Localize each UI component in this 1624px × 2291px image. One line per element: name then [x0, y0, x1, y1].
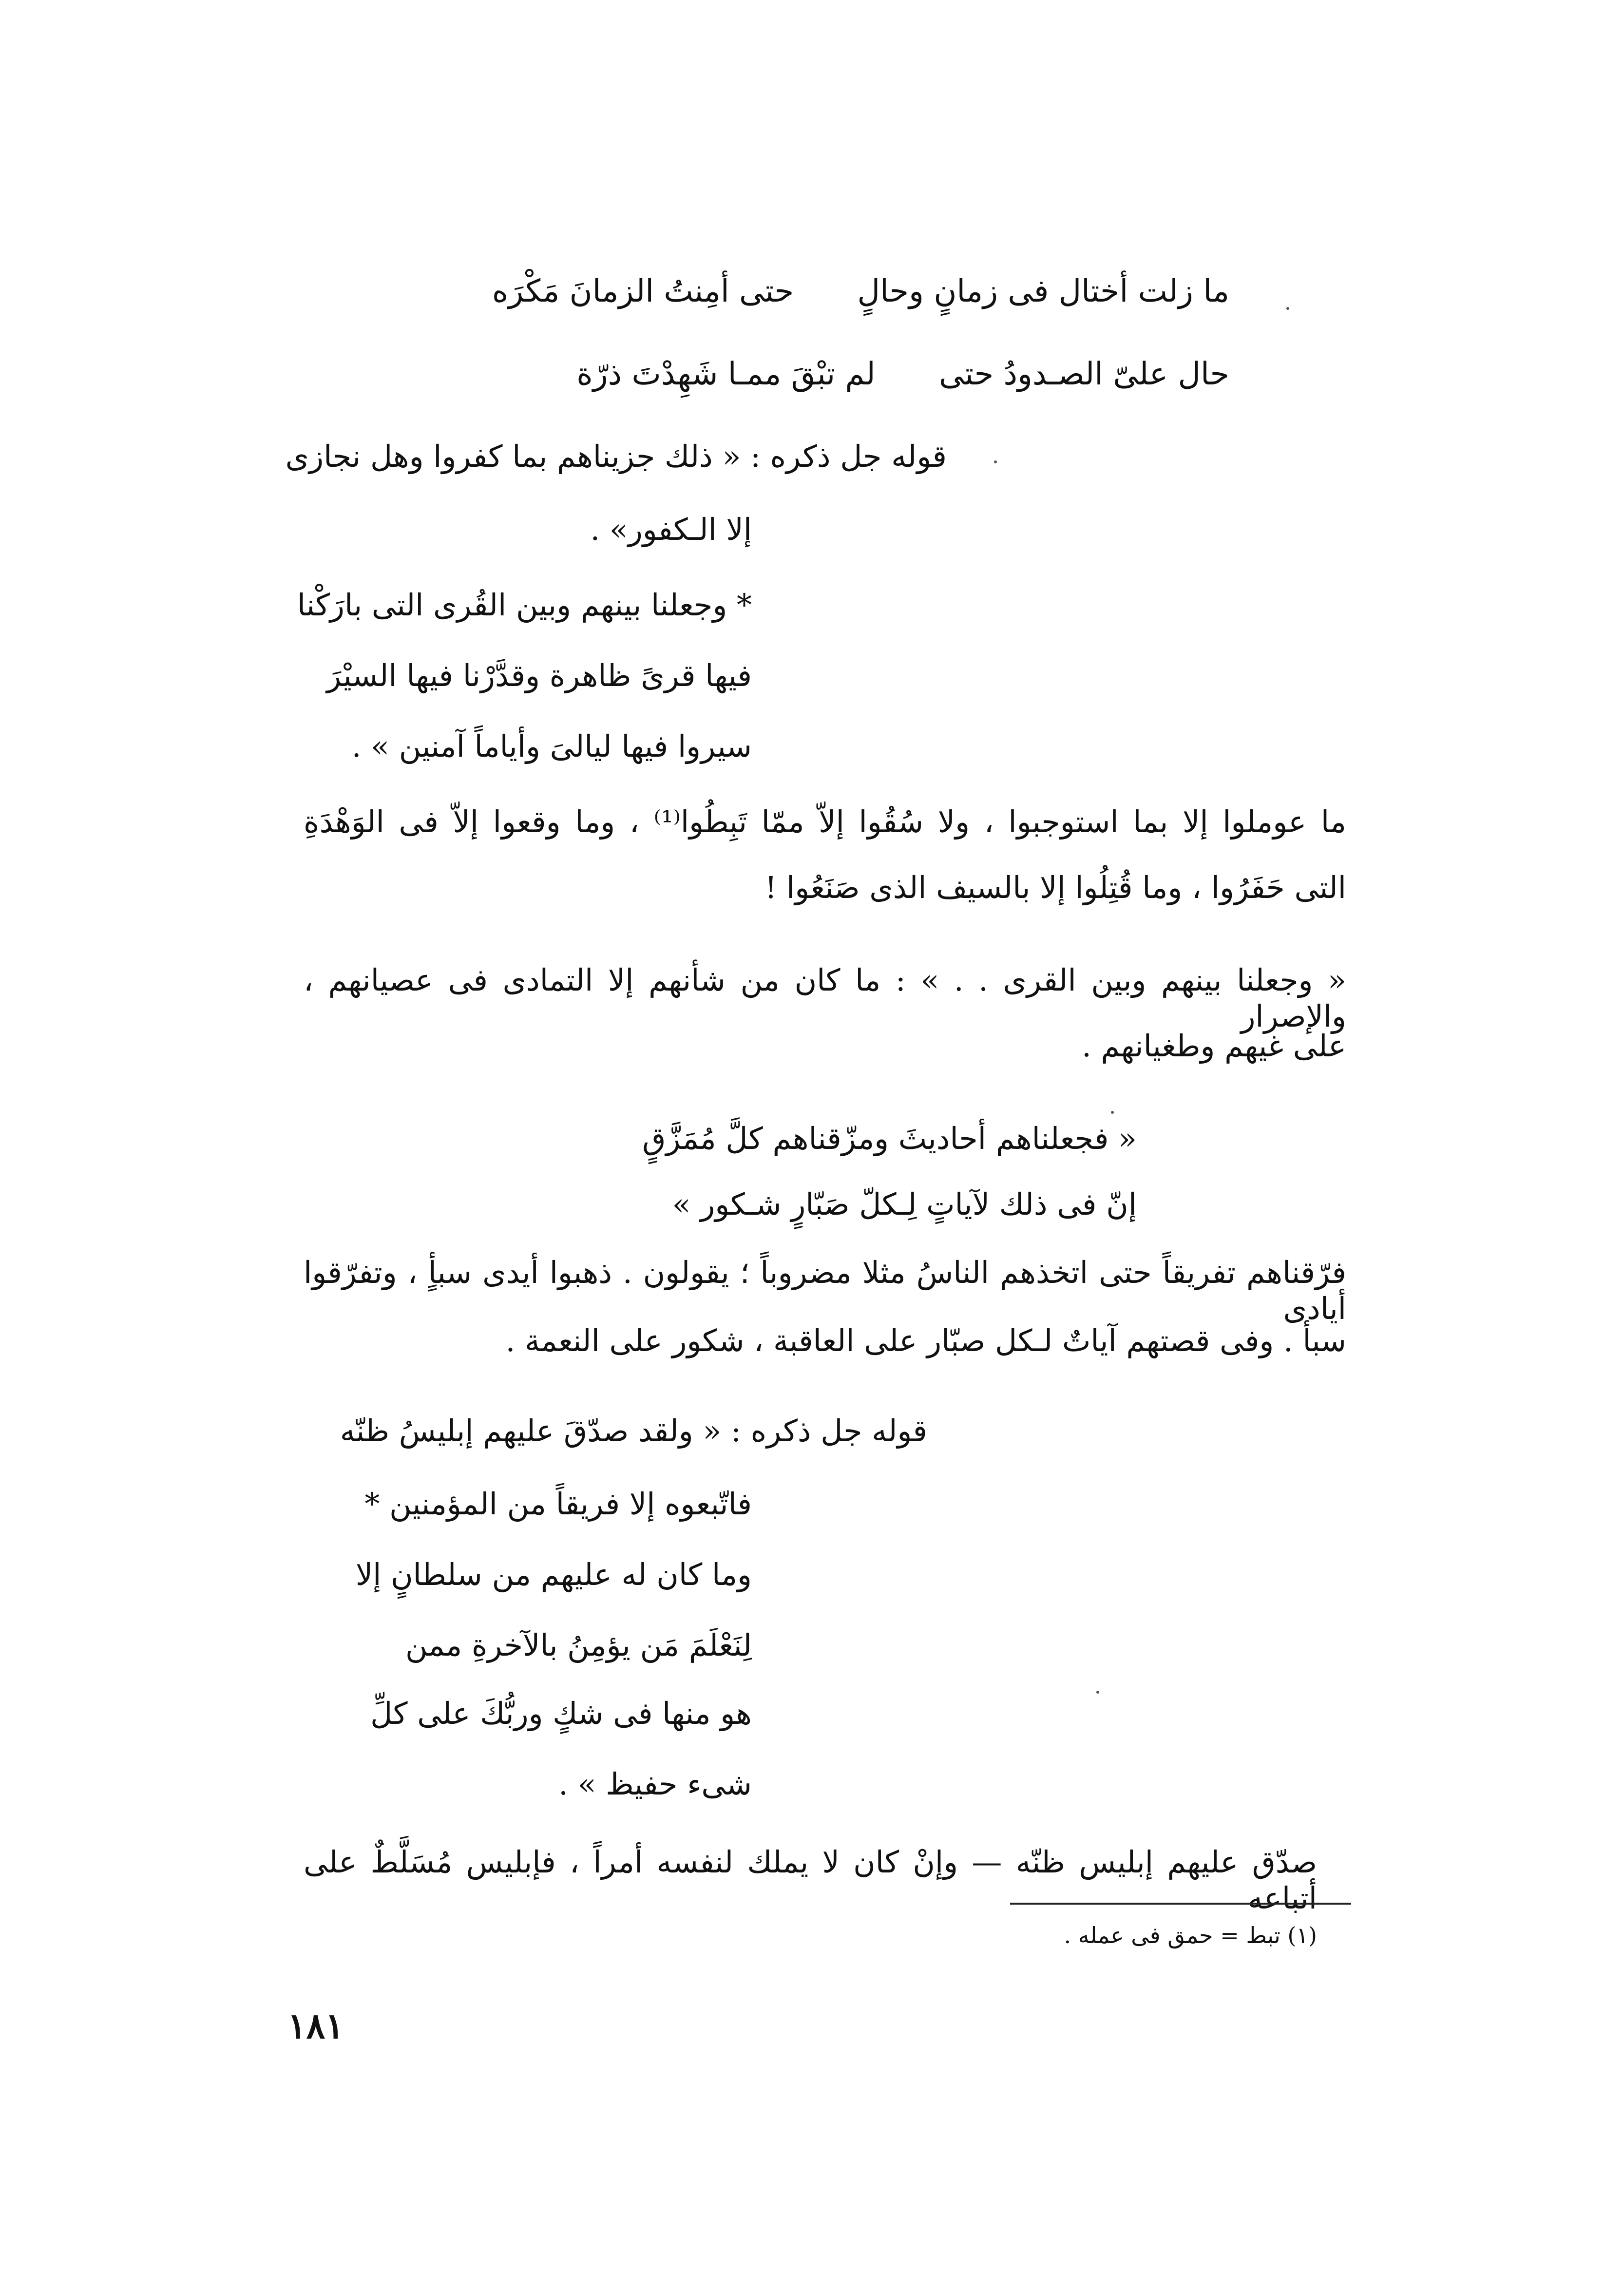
- para-4-line-1: صدّق عليهم إبليس ظنّه — وإنْ كان لا يملك لنفسه أمراً ، فإبليس مُسَلَّطٌ على أتباعه: [304, 1844, 1317, 1916]
- section-2-line-2: فاتّبعوه إلا فريقاً من المؤمنين *: [364, 1486, 752, 1522]
- quran-1-line-3: سيروا فيها ليالىَ وأياماً آمنين » .: [351, 728, 752, 764]
- page-number: ١٨١: [287, 2005, 344, 2046]
- section-2-line-4: لِنَعْلَمَ مَن يؤمِنُ بالآخرةِ ممن: [405, 1627, 752, 1663]
- verse-1-second-hemistich: حتى أمِنتُ الزمانَ مَكْرَه: [492, 273, 794, 309]
- quran-2-line-1: « فجعلناهم أحاديثَ ومزّقناهم كلَّ مُمَزَّقٍ: [642, 1121, 1137, 1156]
- footnote-divider: [1010, 1903, 1351, 1905]
- para-1-line-2: التى حَفَرُوا ، وما قُتِلُوا إلا بالسيف الذى صَنَعُوا !: [764, 870, 1346, 905]
- section-2-line-5: هو منها فى شكٍ وربُّكَ على كلِّ: [370, 1696, 752, 1731]
- quran-1-line-2: فيها قرىً ظاهرة وقدَّرْنا فيها السيْرَ: [326, 658, 752, 693]
- section-1-line-1: قوله جل ذكره : « ذلك جزيناهم بما كفروا وهل نجازى: [285, 439, 947, 474]
- para-2-line-1: « وجعلنا بينهم وبين القرى . . » : ما كان من شأنهم إلا التمادى فى عصيانهم ، والإصرار: [304, 962, 1346, 1034]
- verse-2-first-hemistich: حال علىّ الصـدودُ حتى: [938, 356, 1229, 392]
- verse-2-second-hemistich: لم تبْقَ ممـا شَهِدْتَ ذرّة: [576, 356, 876, 392]
- footnote-text: (١) تبط = حمق فى عمله .: [1064, 1922, 1317, 1948]
- section-1-line-2: إلا الـكفور» .: [590, 512, 752, 547]
- section-2-line-6: شىء حفيظ » .: [558, 1766, 752, 1802]
- scan-speck: [994, 460, 997, 463]
- para-2-line-2: على غيهم وطغيانهم .: [1082, 1028, 1346, 1064]
- verse-line-2: [401, 356, 1229, 393]
- section-2-line-1: قوله جل ذكره : « ولقد صدّقَ عليهم إبليسُ ظنّه: [340, 1413, 927, 1449]
- quran-2-line-2: إنّ فى ذلك لآياتٍ لِـكلّ صَبّارٍ شـكور »: [672, 1186, 1137, 1222]
- section-2-line-3: وما كان له عليهم من سلطانٍ إلا: [355, 1557, 752, 1592]
- scan-speck: [1111, 1111, 1114, 1114]
- para-3-line-2: سبأ . وفى قصتهم آياتٌ لـكل صبّار على العاقبة ، شكور على النعمة .: [505, 1323, 1346, 1358]
- verse-1-first-hemistich: ما زلت أختال فى زمانٍ وحالٍ: [857, 273, 1229, 309]
- quran-1-line-1: * وجعلنا بينهم وبين القُرى التى بارَكْنا: [297, 587, 752, 623]
- para-1-line-1: ما عوملوا إلا بما استوجبوا ، ولا سُقُوا إلاّ ممّا تَبِطُوا⁽¹⁾ ، وما وقعوا إلاّ فى الوَهْدَةِ: [304, 804, 1347, 840]
- para-3-line-1: فرّقناهم تفريقاً حتى اتخذهم الناسُ مثلا مضروباً ؛ يقولون . ذهبوا أيدى سبأٍ ، وتفرّقوا أيادى: [304, 1255, 1346, 1327]
- scan-speck: [1286, 307, 1289, 310]
- verse-line-1: [401, 273, 1229, 310]
- scan-speck: [1096, 1691, 1099, 1694]
